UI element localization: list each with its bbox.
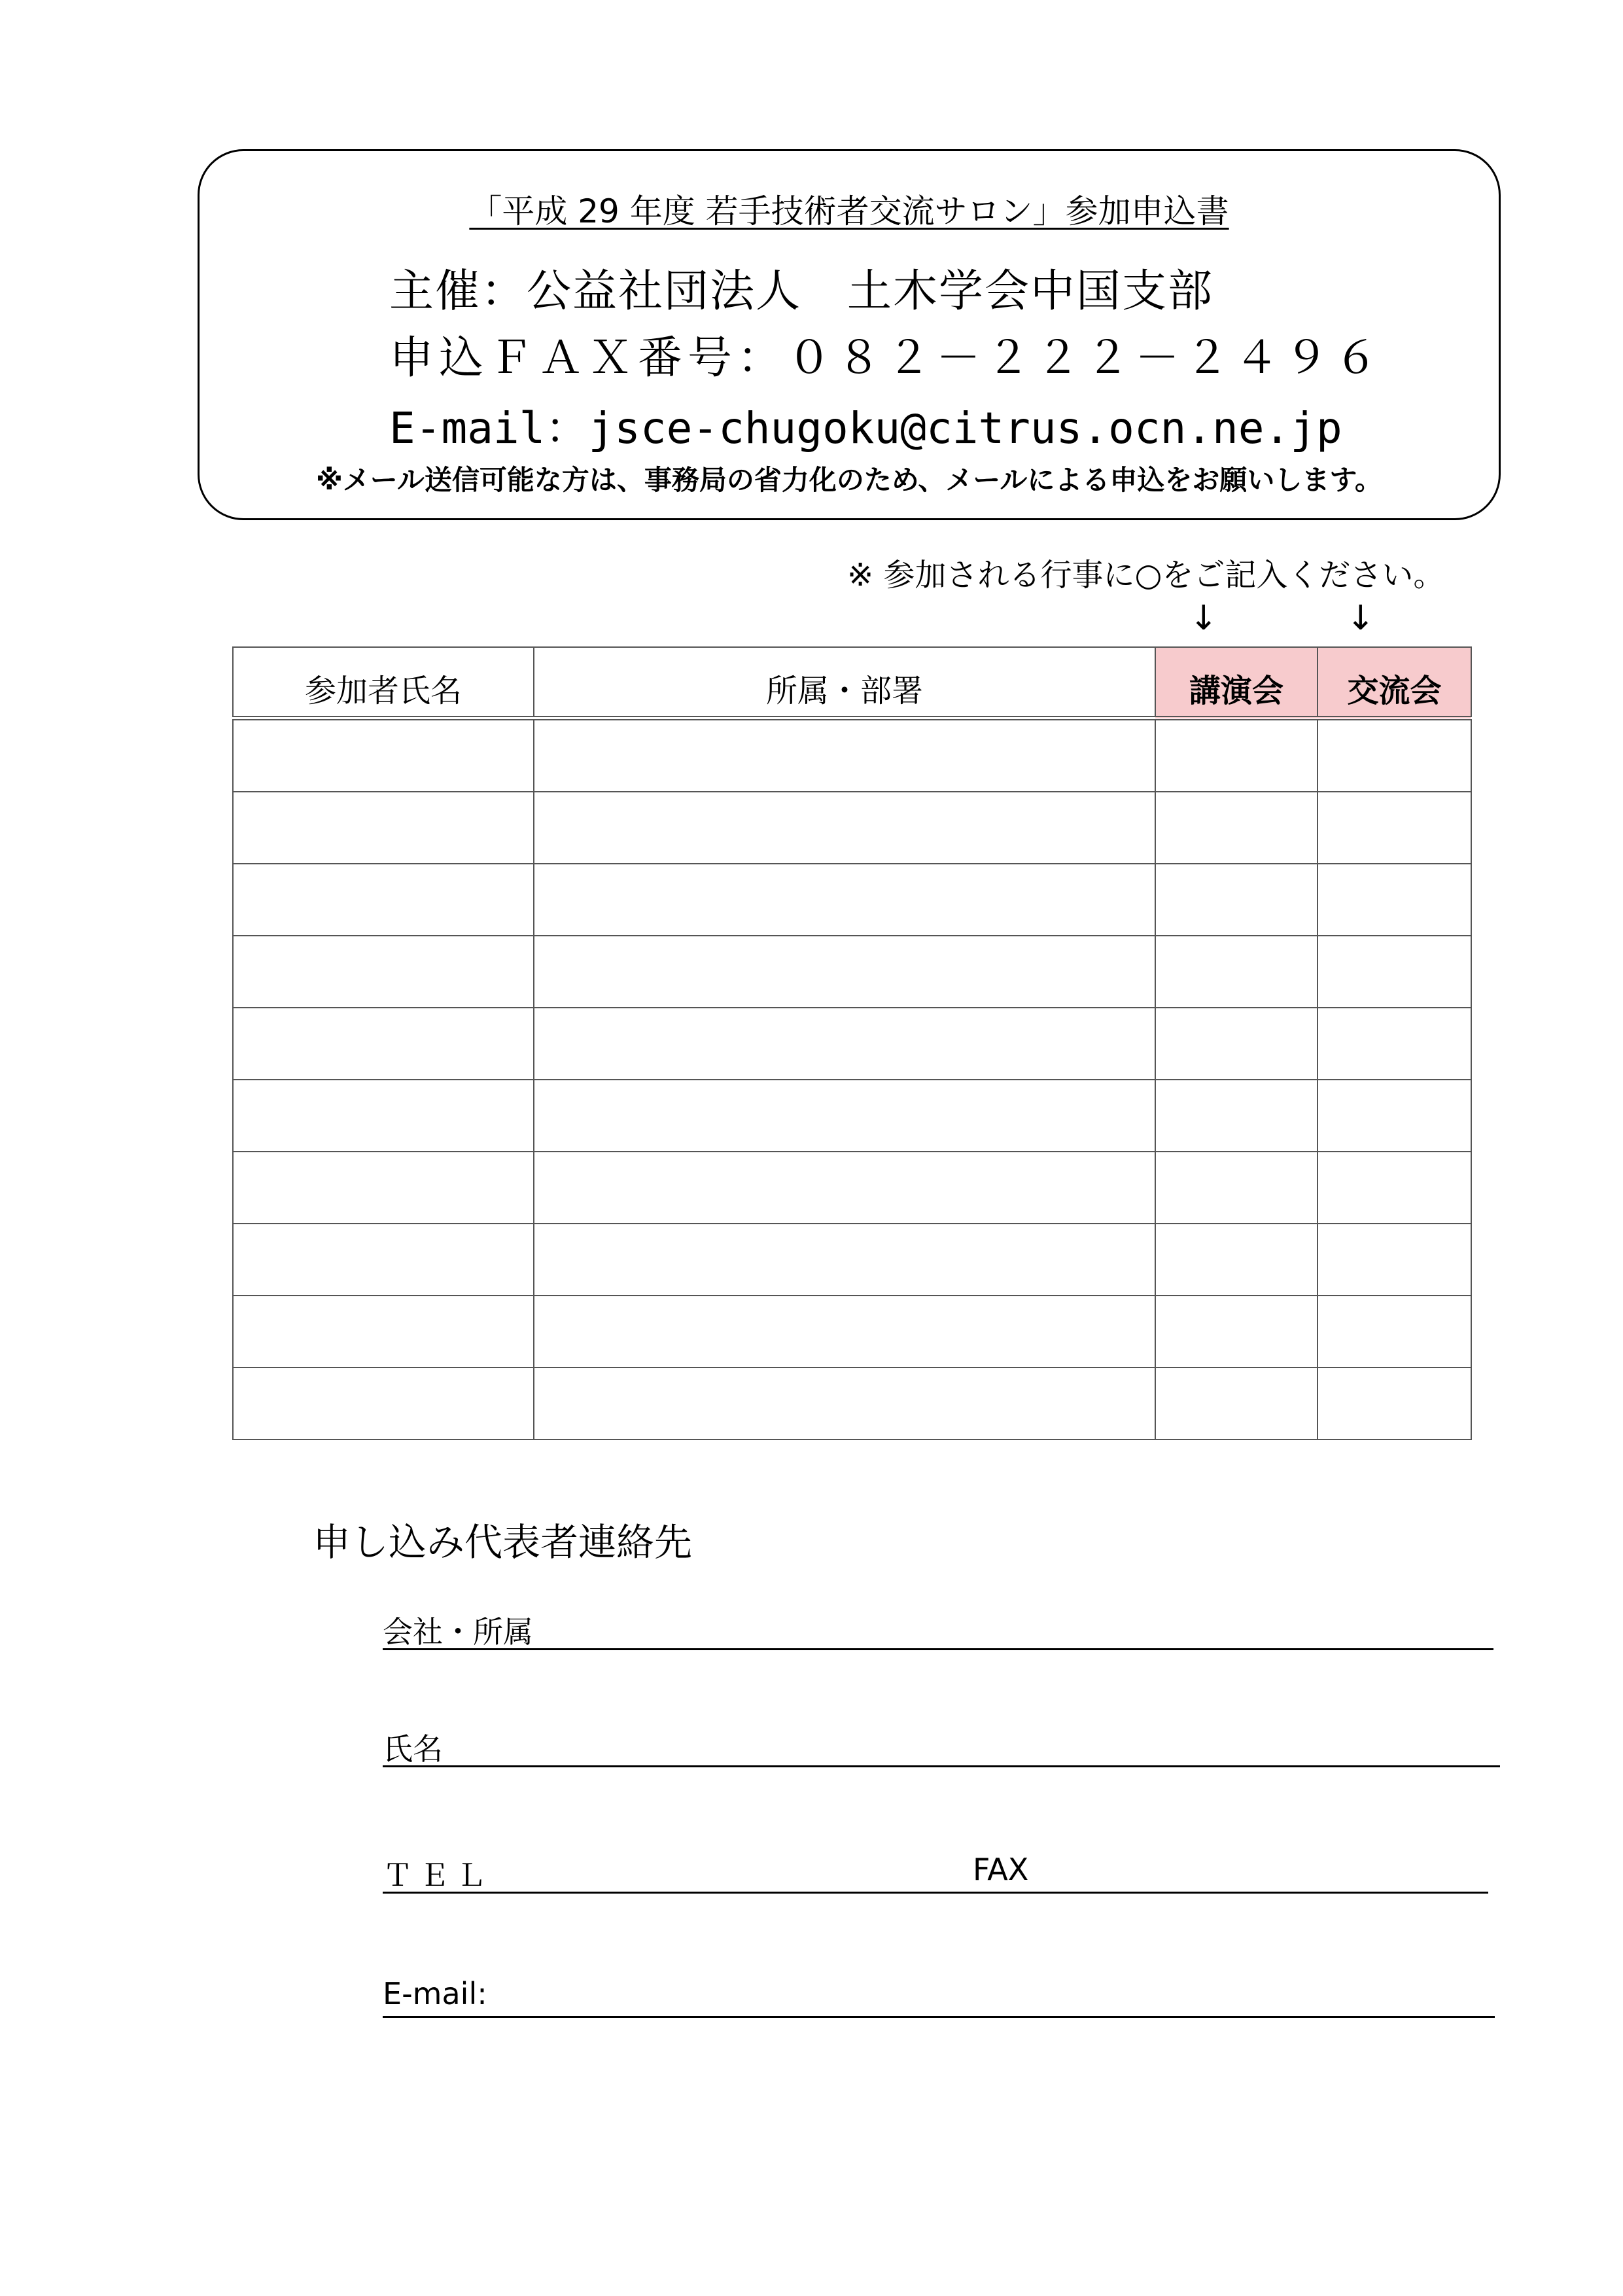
email-address: E-mail：jsce-chugoku@citrus.ocn.ne.jp — [389, 403, 1342, 453]
header-affiliation: 所属・部署 — [534, 647, 1155, 718]
name-field[interactable] — [383, 1725, 1500, 1767]
affiliation-cell[interactable] — [534, 1152, 1155, 1224]
participant-name-cell[interactable] — [233, 1296, 534, 1368]
lecture-cell[interactable] — [1155, 1296, 1318, 1368]
fax-number: 申込ＦＡＸ番号：０８２－２２２－２４９６ — [389, 332, 1384, 384]
participant-name-cell[interactable] — [233, 1008, 534, 1080]
affiliation-cell[interactable] — [534, 792, 1155, 864]
exchange-cell[interactable] — [1318, 1224, 1471, 1296]
affiliation-cell[interactable] — [534, 1224, 1155, 1296]
affiliation-cell[interactable] — [534, 864, 1155, 936]
form-title: 「平成 29 年度 若手技術者交流サロン」参加申込書 — [469, 192, 1229, 230]
table-row — [233, 1296, 1471, 1368]
company-label: 会社・所属 — [383, 1614, 533, 1650]
affiliation-cell[interactable] — [534, 936, 1155, 1008]
tel-label: ＴＥＬ — [383, 1858, 493, 1893]
table-row — [233, 1152, 1471, 1224]
table-row — [233, 864, 1471, 936]
participant-name-cell[interactable] — [233, 718, 534, 792]
participant-name-cell[interactable] — [233, 1080, 534, 1152]
exchange-cell[interactable] — [1318, 718, 1471, 792]
participant-name-cell[interactable] — [233, 1224, 534, 1296]
affiliation-cell[interactable] — [534, 1008, 1155, 1080]
table-row — [233, 1368, 1471, 1439]
header-box — [198, 149, 1501, 520]
header-lecture: 講演会 — [1155, 647, 1318, 718]
tel-field[interactable] — [383, 1852, 1488, 1894]
lecture-cell[interactable] — [1155, 1080, 1318, 1152]
lecture-cell[interactable] — [1155, 792, 1318, 864]
exchange-cell[interactable] — [1318, 792, 1471, 864]
table-header-row — [233, 647, 1471, 718]
lecture-cell[interactable] — [1155, 936, 1318, 1008]
exchange-cell[interactable] — [1318, 864, 1471, 936]
affiliation-cell[interactable] — [534, 1296, 1155, 1368]
lecture-cell[interactable] — [1155, 1008, 1318, 1080]
exchange-cell[interactable] — [1318, 936, 1471, 1008]
exchange-cell[interactable] — [1318, 1296, 1471, 1368]
email-label: E-mail: — [383, 1976, 487, 2011]
arrow-down-icon: ↓ — [1189, 599, 1218, 638]
email-note: ※メール送信可能な方は、事務局の省力化のため、メールによる申込をお願いします。 — [315, 464, 1383, 496]
affiliation-cell[interactable] — [534, 718, 1155, 792]
participant-name-cell[interactable] — [233, 936, 534, 1008]
affiliation-cell[interactable] — [534, 1080, 1155, 1152]
arrow-down-icon: ↓ — [1346, 599, 1375, 638]
table-row — [233, 792, 1471, 864]
exchange-cell[interactable] — [1318, 1080, 1471, 1152]
table-row — [233, 1080, 1471, 1152]
header-participant-name: 参加者氏名 — [233, 647, 534, 718]
exchange-cell[interactable] — [1318, 1368, 1471, 1439]
table-row — [233, 1224, 1471, 1296]
lecture-cell[interactable] — [1155, 1152, 1318, 1224]
participant-name-cell[interactable] — [233, 1368, 534, 1439]
lecture-cell[interactable] — [1155, 1224, 1318, 1296]
table-row — [233, 718, 1471, 792]
participant-name-cell[interactable] — [233, 864, 534, 936]
lecture-cell[interactable] — [1155, 718, 1318, 792]
lecture-cell[interactable] — [1155, 1368, 1318, 1439]
table-row — [233, 1008, 1471, 1080]
exchange-cell[interactable] — [1318, 1008, 1471, 1080]
instruction-text: ※ 参加される行事に○をご記入ください。 — [847, 557, 1445, 593]
header-exchange: 交流会 — [1318, 647, 1471, 718]
participant-name-cell[interactable] — [233, 1152, 534, 1224]
participant-name-cell[interactable] — [233, 792, 534, 864]
name-label: 氏名 — [383, 1731, 443, 1767]
affiliation-cell[interactable] — [534, 1368, 1155, 1439]
company-field[interactable] — [383, 1608, 1493, 1650]
organizer: 主催：公益社団法人 土木学会中国支部 — [389, 266, 1214, 317]
participant-table — [232, 646, 1472, 1440]
table-row — [233, 936, 1471, 1008]
email-field[interactable] — [383, 1976, 1495, 2018]
exchange-cell[interactable] — [1318, 1152, 1471, 1224]
lecture-cell[interactable] — [1155, 864, 1318, 936]
fax-label: FAX — [973, 1852, 1029, 1887]
contact-title: 申し込み代表者連絡先 — [313, 1520, 693, 1564]
